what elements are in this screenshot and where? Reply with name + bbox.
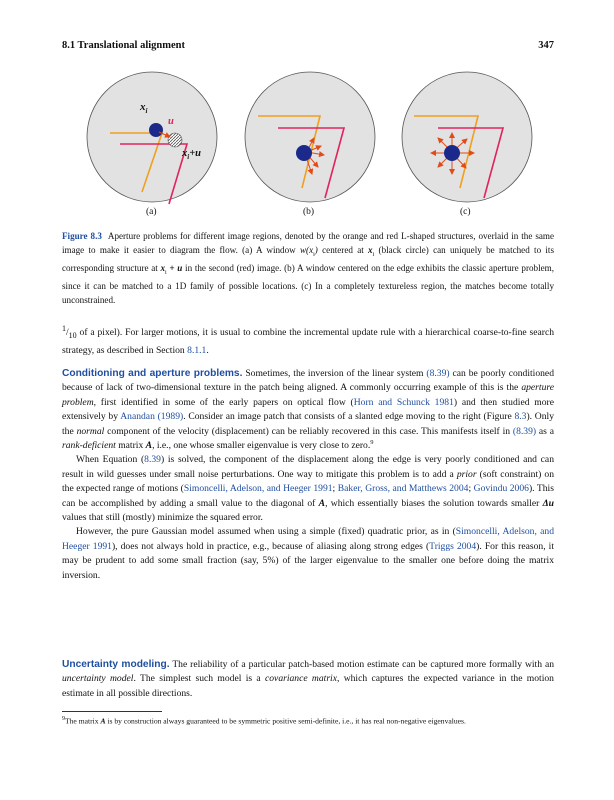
section-link[interactable]: 8.1.1: [187, 344, 207, 356]
label-xiu-sub: i: [187, 153, 190, 161]
window-circle-c: [402, 72, 532, 202]
label-xi-sub: i: [145, 107, 148, 115]
citation-link[interactable]: Triggs 2004: [429, 540, 477, 552]
page-number: 347: [538, 40, 554, 51]
citation-link[interactable]: Horn and Schunck 1981: [353, 396, 454, 408]
heading-conditioning: Conditioning and aperture problems.: [62, 368, 243, 379]
running-head: [62, 40, 554, 54]
citation-link[interactable]: Simoncelli, Adelson, and Heeger 1991: [183, 483, 333, 495]
citation-link[interactable]: Simoncelli, Adelson, and Heeger 1991: [62, 526, 554, 552]
panel-label-c: (c): [460, 207, 471, 217]
label-xi: x: [140, 101, 146, 113]
section-conditioning: Conditioning and aperture problems. Sometimes, the inversion of the linear system (8.39) can be poorly conditioned because of lack of two-dimensional texture in the patch being aligned. A commonly occurring example of this is the aperture problem, first identified in some of the early papers on optical flow (Horn and Schunck 1981) and then studied more extensively by Anandan (1989). Consider an image patch that consists of a slanted edge moving to the right (Figure 8.3). Only the normal component of the velocity (displacement) can be reliably recovered in this case. This manifests itself in (8.39) as a rank-deficient matrix A, i.e., one whose smaller eigenvalue is very close to zero.$^9$ When Equation (8.39) is solved, the component of the displacement along the edge is very poorly conditioned and can result in wild guesses under small noise perturbations. One way to mitigate this problem is to add a prior (soft constraint) on the expected range of motions (Simoncelli, Adelson, and Heeger 1991; Baker, Gross, and Matthews 2004; Govindu 2006). This can be accomplished by adding a small value to the diagonal of A, which essentially biases the solution towards smaller Δu values that still (mostly) minimize the squared error. However, the pure Gaussian model assumed when using a simple (fixed) quadratic prior, as in (Simoncelli, Adelson, and Heeger 1991), does not always hold in practice, e.g., because of aliasing along strong edges (Triggs 2004). For this reason, it may be prudent to add some small fraction (say, 5%) of the larger eigenvalue to the smaller one before doing the matrix inversion.: [62, 367, 554, 583]
figure-8-3: [62, 70, 554, 220]
label-xiu-suffix: +u: [189, 148, 202, 159]
window-circle-a: [87, 72, 217, 202]
citation-link[interactable]: Govindu 2006: [473, 483, 529, 495]
paragraph-equation-solved: When Equation (8.39) is solved, the component of the displacement along the edge is very poorly conditioned and can result in wild guesses under small noise perturbations. One way to mitigate this problem is to add a prior (soft constraint) on the expected range of motions (Simoncelli, Adelson, and Heeger 1991; Baker, Gross, and Matthews 2004; Govindu 2006). This can be accomplished by adding a small value to the diagonal of A, which essentially biases the solution towards smaller Δu values that still (mostly) minimize the squared error.: [62, 454, 554, 524]
citation-link[interactable]: Anandan (1989): [120, 411, 184, 423]
footnote: $^9$The matrix A is by construction always guaranteed to be symmetric positive semi-definite, i.e., it has real non-negative eigenvalues.: [62, 716, 466, 726]
equation-link[interactable]: (8.39): [426, 368, 450, 379]
citation-link[interactable]: Baker, Gross, and Matthews 2004: [337, 483, 469, 495]
figure-caption: Figure 8.3 Aperture problems for different image regions, denoted by the orange and red L-shaped structures, overlaid in the same image to make it easier to diagram the flow. (a) A window $w(x_i)$ centered at $x_i$ (black circle) can uniquely be matched to its corresponding structure at $x_i + u$ in the second (red) image. (b) A window centered on the edge exhibits the classic aperture problem, since it can be matched to a 1D family of possible locations. (c) In a completely textureless region, the matches become totally unconstrained.: [62, 231, 555, 305]
heading-uncertainty: Uncertainty modeling.: [62, 659, 170, 670]
label-u: u: [168, 116, 174, 127]
panel-b: [245, 72, 375, 202]
equation-link[interactable]: (8.39): [512, 425, 537, 437]
footnote-marker[interactable]: 9: [370, 438, 374, 446]
black-window-c: [444, 145, 460, 161]
paragraph-continuation: $^1/_{10}$ of a pixel). For larger motions, it is usual to combine the incremental update rule with a hierarchical coarse-to-fine search strategy, as described in Section 8.1.1.: [62, 324, 554, 356]
hatched-window-a: [168, 133, 182, 147]
section-uncertainty: Uncertainty modeling. The reliability of a particular patch-based motion estimate can be captured more formally with an uncertainty model. The simplest such model is a covariance matrix, which captures the expected variance in the motion estimate in all possible directions.: [62, 659, 555, 699]
panel-label-b: (b): [303, 207, 315, 217]
black-window-b: [296, 145, 312, 161]
label-xiu: x: [182, 148, 188, 159]
panel-label-a: (a): [146, 207, 157, 217]
figure-link[interactable]: 8.3: [514, 411, 527, 423]
panel-c: [402, 72, 532, 202]
paragraph-gaussian-model: However, the pure Gaussian model assumed when using a simple (fixed) quadratic prior, as in (Simoncelli, Adelson, and Heeger 1991), does not always hold in practice, e.g., because of aliasing along strong edges (Triggs 2004). For this reason, it may be prudent to add some small fraction (say, 5%) of the larger eigenvalue to the smaller one before doing the matrix inversion.: [62, 526, 555, 581]
equation-link[interactable]: 8.39: [144, 454, 161, 466]
black-window-a: [149, 123, 163, 137]
footnote-number: 9: [62, 716, 65, 722]
section-title: 8.1 Translational alignment: [62, 40, 186, 51]
footnote-rule: [62, 711, 162, 712]
figure-svg: [62, 70, 554, 205]
panel-a: [87, 72, 217, 204]
figure-tag: Figure 8.3: [62, 231, 102, 241]
window-circle-b: [245, 72, 375, 202]
